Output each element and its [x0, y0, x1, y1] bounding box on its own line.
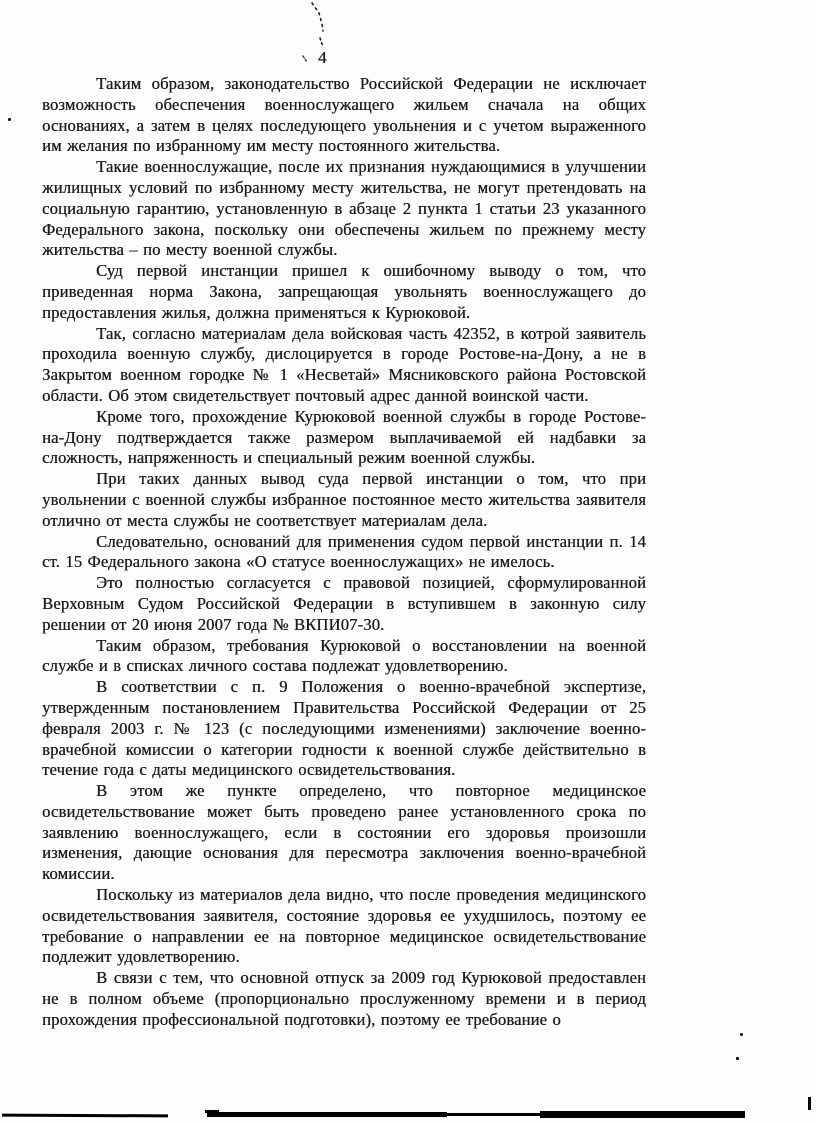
paragraph: Таким образом, требования Курюковой о восстановлении на военной службе и в списках личного состава подлежат удовлетворению. [42, 635, 646, 676]
scan-edge-artifact [447, 1113, 543, 1116]
paragraph: В этом же пункте определено, что повторное медицинское освидетельствование может быть проведено ранее установленного срока по заявлению военнослужащего, если в состоянии его здоровья произошли изменения, дающие основания для пересмотра заключения военно-врачебной комиссии. [42, 781, 646, 884]
scan-speck [740, 1033, 743, 1036]
scan-speck [736, 1057, 739, 1060]
page-number: 4 [318, 48, 327, 67]
paragraph: Это полностью согласуется с правовой позицией, сформулированной Верховным Судом Российской Федерации в вступившем в законную силу решении от 20 июня 2007 года № ВКПИ07-30. [42, 573, 646, 634]
paragraph: Поскольку из материалов дела видно, что после проведения медицинского освидетельствования заявителя, состояние здоровья ее ухудшилось, поэтому ее требование о направлении ее на повторное медицинское освидетельствование подлежит удовлетворению. [42, 885, 646, 967]
scan-edge-artifact [540, 1111, 745, 1118]
paragraph: В связи с тем, что основной отпуск за 2009 год Курюковой предоставлен не в полном объеме (пропорционально прослуженному времени и в период прохождения профессиональной подготовки), поэтому ее требование о [42, 968, 646, 1029]
paragraph: Следовательно, оснований для применения судом первой инстанции п. 14 ст. 15 Федерального закона «О статусе военнослужащих» не имелось. [42, 531, 646, 572]
paragraph: Кроме того, прохождение Курюковой военной службы в городе Ростове-на-Дону подтверждается также размером выплачиваемой ей надбавки за сложность, напряженность и специальный режим военной службы. [42, 406, 646, 468]
scan-edge-artifact [808, 1097, 811, 1110]
paragraph: В соответствии с п. 9 Положения о военно-врачебной экспертизе, утвержденным постановлением Правительства Российской Федерации от 25 февраля 2003 г. № 123 (с последующими изменениями) заключение военно-врачебной комиссии о категории годности к военной службе действительно в течение года с даты медицинского освидетельствования. [42, 677, 646, 780]
paragraph: Суд первой инстанции пришел к ошибочному выводу о том, что приведенная норма Закона, запрещающая увольнять военнослужащего до предоставления жилья, должна применяться к Курюковой. [42, 261, 646, 322]
scan-edge-artifact [2, 1114, 168, 1117]
paragraph: Таким образом, законодательство Российской Федерации не исключает возможность обеспечения военнослужащего жильем сначала на общих основаниях, а затем в целях последующего увольнения и с учетом выраженного им желания по избранному им месту постоянного жительства. [42, 74, 646, 156]
paragraph: Так, согласно материалам дела войсковая часть 42352, в котрой заявитель проходила военную службу, дислоцируется в городе Ростове-на-Дону, а не в Закрытом военном городке № 1 «Несветай» Мясниковского района Ростовской области. Об этом свидетельствует почтовый адрес данной воинской части. [42, 323, 646, 405]
pen-scribble-mark [292, 0, 340, 68]
paragraph: Такие военнослужащие, после их признания нуждающимися в улучшении жилищных условий по избранному месту жительства, не могут претендовать на социальную гарантию, установленную в абзаце 2 пункта 1 статьи 23 указанного Федерального закона, поскольку они обеспечены жильем по прежнему месту жительства – по месту военной службы. [42, 157, 646, 260]
scan-edge-artifact [207, 1112, 447, 1117]
paragraph: При таких данных вывод суда первой инстанции о том, что при увольнении с военной службы избранное постоянное место жительства заявителя отлично от места службы не соответствует материалам дела. [42, 469, 646, 530]
document-body [42, 74, 646, 1031]
scan-speck [8, 118, 11, 121]
